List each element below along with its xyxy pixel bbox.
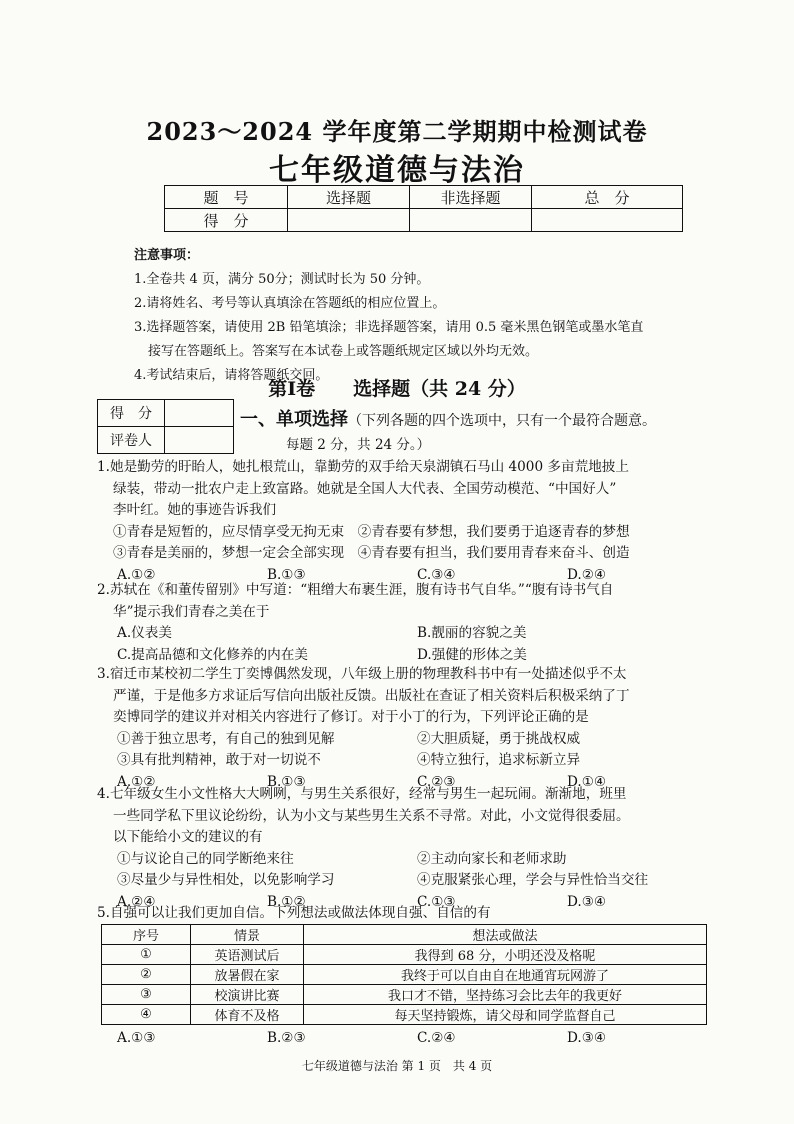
question-statement: ③青春是美丽的，梦想一定会全部实现 ④青春要有担当，我们要用青春来奋斗、创造 (113, 545, 630, 561)
option-a[interactable]: A.①② (117, 773, 156, 790)
option-d[interactable]: D.②④ (567, 566, 607, 583)
table-cell: ① (102, 945, 191, 965)
note-item: 2.请将姓名、考号等认真填涂在答题纸的相应位置上。 (134, 296, 446, 311)
table-cell: 我终于可以自由自在地通宵玩网游了 (304, 965, 707, 985)
option-c[interactable]: C.①③ (417, 893, 456, 910)
table-row (102, 1005, 707, 1025)
question-5-table (101, 924, 707, 1025)
table-cell: 我口才不错，坚持练习会比去年的我更好 (304, 985, 707, 1005)
question-statement: ③尽量少与异性相处，以免影响学习 (117, 872, 335, 888)
option-a[interactable]: A.①③ (117, 1030, 156, 1046)
question-1 (97, 457, 717, 586)
grader-name-cell[interactable] (165, 427, 234, 454)
option-d[interactable]: D.③④ (567, 1030, 607, 1046)
table-cell: 校演讲比赛 (191, 985, 304, 1005)
statements-row (97, 729, 717, 751)
question-stem: 绿装，带动一批农户走上致富路。她就是全国人大代表、全国劳动模范、“中国好人” (113, 480, 617, 497)
question-2 (97, 580, 717, 666)
statements-row (97, 750, 717, 772)
option-d[interactable]: D.①④ (567, 773, 607, 790)
score-table (164, 185, 683, 232)
notes-heading: 注意事项： (134, 248, 200, 263)
score-header-number: 题 号 (165, 186, 288, 209)
table-header: 序号 (102, 925, 191, 945)
option-c[interactable]: C.提高品德和文化修养的内在美 (117, 646, 308, 663)
options-row (97, 1028, 717, 1050)
option-a[interactable]: A.①② (117, 566, 156, 583)
part-title: 一、单项选择 (240, 409, 348, 430)
option-c[interactable]: C.②③ (417, 773, 456, 790)
note-item: 1.全卷共 4 页，满分 50分；测试时长为 50 分钟。 (134, 272, 430, 287)
option-b[interactable]: B.①② (267, 893, 306, 910)
question-stem: 3.宿迁市某校初二学生丁奕博偶然发现，八年级上册的物理教科书中有一处描述似乎不太 (97, 666, 627, 682)
grader-score-label: 得 分 (98, 400, 165, 427)
grader-name-label: 评卷人 (98, 427, 165, 454)
part-heading (240, 405, 656, 431)
note-item: 3.选择题答案，请使用 2B 铅笔填涂；非选择题答案，请用 0.5 毫米黑色钢笔或墨水笔直 (134, 320, 644, 335)
options-row (97, 645, 717, 667)
score-header-nonchoice: 非选择题 (410, 186, 532, 209)
option-d[interactable]: D.强健的形体之美 (417, 646, 527, 663)
option-d[interactable]: D.③④ (567, 893, 607, 910)
part-description: （下列各题的四个选项中，只有一个最符合题意。 (348, 413, 656, 429)
table-cell: 放暑假在家 (191, 965, 304, 985)
note-item: 4.考试结束后，请将答题纸交回。 (134, 368, 329, 383)
table-row (102, 945, 707, 965)
question-5-options (97, 1028, 717, 1050)
statements-row (97, 870, 717, 892)
option-a[interactable]: A.②④ (117, 893, 156, 910)
note-item: 接写在答题纸上。答案写在本试卷上或答题纸规定区域以外均无效。 (148, 344, 539, 359)
option-c[interactable]: C.③④ (417, 566, 456, 583)
score-cell-choice[interactable] (288, 209, 410, 232)
statements-row (97, 849, 717, 871)
option-c[interactable]: C.②④ (417, 1030, 456, 1046)
question-statement: ②大胆质疑，勇于挑战权威 (417, 730, 581, 747)
option-b[interactable]: B.②③ (267, 1030, 306, 1046)
table-row (102, 985, 707, 1005)
question-stem: 奕博同学的建议并对相关内容进行了修订。对于小丁的行为，下列评论正确的是 (113, 709, 589, 725)
notes-block (134, 244, 734, 388)
question-statement: ②主动向家长和老师求助 (417, 850, 567, 867)
question-statement: ①与议论自己的同学断绝来往 (117, 850, 294, 867)
table-cell: ③ (102, 985, 191, 1005)
options-row (97, 623, 717, 645)
option-b[interactable]: B.①③ (267, 566, 306, 583)
table-cell: 体育不及格 (191, 1005, 304, 1025)
question-stem: 5.自强可以让我们更加自信。下列想法或做法体现自强、自信的有 (97, 905, 491, 921)
table-cell: ② (102, 965, 191, 985)
table-header: 想法或做法 (304, 925, 707, 945)
table-cell: 我得到 68 分，小明还没及格呢 (304, 945, 707, 965)
question-stem: 1.她是勤劳的盱眙人，她扎根荒山，靠勤劳的双手给天泉湖镇石马山 4000 多亩荒地披上 (97, 459, 629, 475)
table-cell: 每天坚持锻炼，请父母和同学监督自己 (304, 1005, 707, 1025)
question-stem: 以下能给小文的建议的有 (113, 829, 263, 845)
section-title: 第Ⅰ卷 选择题（共 24 分） (268, 378, 526, 400)
score-header-total: 总 分 (532, 186, 683, 209)
exam-title: 2023～2024 学年度第二学期期中检测试卷 (146, 117, 648, 146)
score-row-label: 得 分 (165, 209, 288, 232)
table-cell: ④ (102, 1005, 191, 1025)
part-description-2: 每题 2 分，共 24 分。） (286, 437, 431, 453)
question-stem: 4.七年级女生小文性格大大咧咧，与男生关系很好，经常与男生一起玩闹。渐渐地，班里 (97, 786, 627, 802)
question-stem: 李叶红。她的事迹告诉我们 (113, 502, 277, 518)
question-3 (97, 664, 717, 793)
question-statement: ④特立独行，追求标新立异 (417, 752, 581, 768)
question-5 (97, 903, 717, 925)
option-a[interactable]: A.仪表美 (117, 625, 172, 641)
question-statement: ①青春是短暂的，应尽情享受无拘无束 ②青春要有梦想，我们要勇于追逐青春的梦想 (113, 523, 630, 540)
option-b[interactable]: B.①③ (267, 773, 306, 790)
question-stem: 严谨，于是他多方求证后写信向出版社反馈。出版社在查证了相关资料后积极采纳了丁 (113, 687, 630, 704)
page-footer: 七年级道德与法治 第 1 页 共 4 页 (301, 1059, 493, 1073)
question-4 (97, 784, 717, 913)
score-header-choice: 选择题 (288, 186, 410, 209)
subject-title: 七年级道德与法治 (269, 153, 525, 188)
table-cell: 英语测试后 (191, 945, 304, 965)
table-header: 情景 (191, 925, 304, 945)
question-stem: 2.苏轼在《和董传留别》中写道：“粗缯大布裹生涯，腹有诗书气自华。”“腹有诗书气自 (97, 582, 614, 598)
grader-box (97, 399, 234, 454)
question-statement: ③具有批判精神，敢于对一切说不 (117, 752, 321, 768)
question-statement: ④克服紧张心理，学会与异性恰当交往 (417, 872, 649, 888)
question-stem: 一些同学私下里议论纷纷，认为小文与某些男生关系不寻常。对此，小文觉得很委屈。 (113, 807, 630, 824)
table-row (102, 965, 707, 985)
score-cell-total[interactable] (532, 209, 683, 232)
score-cell-nonchoice[interactable] (410, 209, 532, 232)
grader-score-cell[interactable] (165, 400, 234, 427)
question-stem: 华”提示我们青春之美在于 (113, 603, 270, 620)
option-b[interactable]: B.靓丽的容貌之美 (417, 625, 527, 641)
question-statement: ①善于独立思考，有自己的独到见解 (117, 730, 335, 747)
